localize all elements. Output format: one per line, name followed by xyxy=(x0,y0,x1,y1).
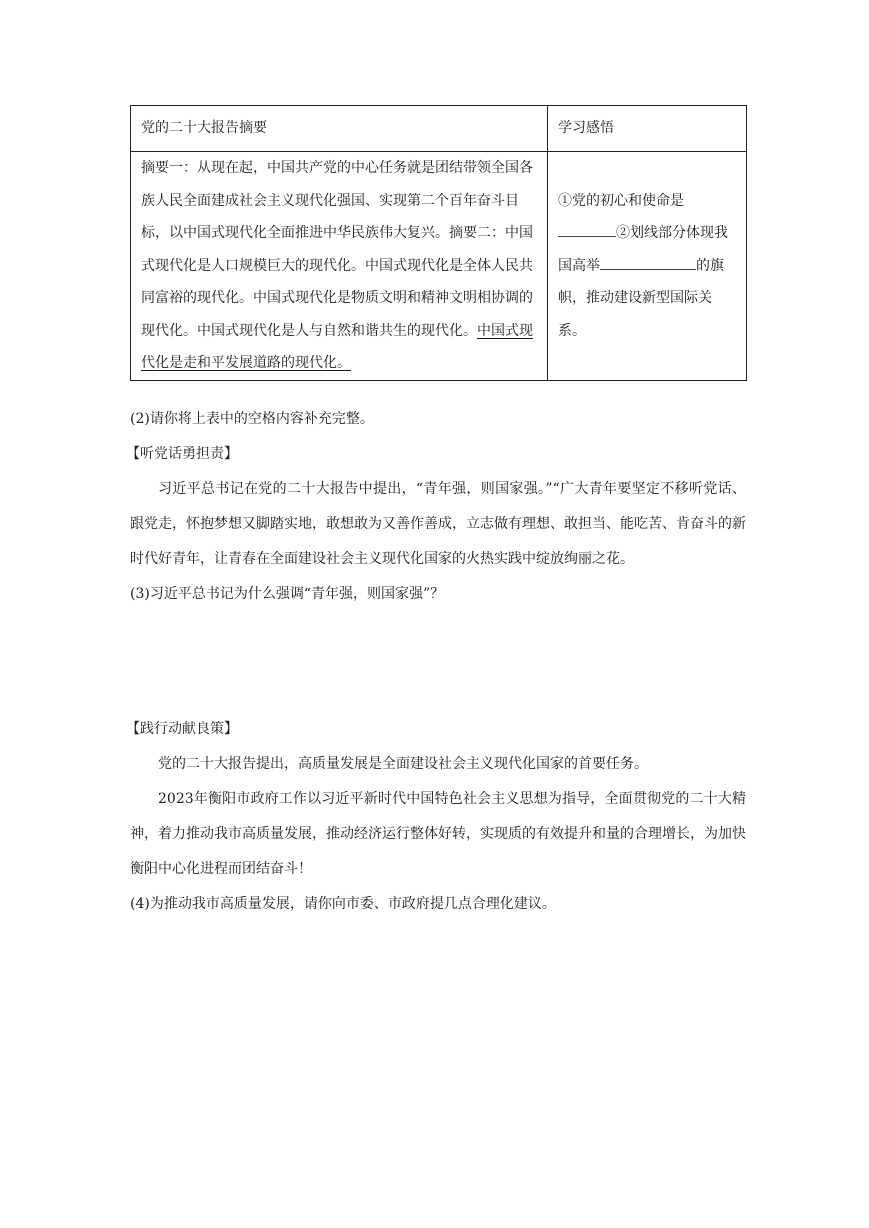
insight-cell xyxy=(548,152,747,381)
header-report-summary: 党的二十大报告摘要 xyxy=(131,106,548,152)
summary-cell xyxy=(131,152,548,381)
report-summary-table xyxy=(130,105,747,381)
table-header-row xyxy=(131,106,747,152)
section-1-paragraph: 习近平总书记在党的二十大报告中提出，“青年强，则国家强。”“广大青年要坚定不移听党话、跟党走，怀抱梦想又脚踏实地，敢想敢为又善作善成，立志做有理想、敢担当、能吃苦、肯奋斗的新时代好青年，让青春在全面建设社会主义现代化国家的火热实践中绽放绚丽之花。 xyxy=(130,481,746,567)
question-2-text: (2)请你将上表中的空格内容补充完整。 xyxy=(130,411,374,427)
section-2-title: 【践行动献良策】 xyxy=(126,721,238,737)
section-2-paragraph-1: 党的二十大报告提出，高质量发展是全面建设社会主义现代化国家的首要任务。 xyxy=(158,756,648,772)
question-4: (4)为推动我市高质量发展，请你向市委、市政府提几点合理化建议。 xyxy=(130,896,556,912)
fill-blank-1[interactable] xyxy=(558,220,616,237)
insight-text-3: 的旗帜，推动建设新型国际关系。 xyxy=(558,257,724,339)
insight-text-2: ②划线部分体现我国高举 xyxy=(558,225,728,274)
section-listen-party xyxy=(126,437,746,612)
question-3: (3)习近平总书记为什么强调“青年强，则国家强”？ xyxy=(130,586,445,602)
summary-text: 摘要一：从现在起，中国共产党的中心任务就是团结带领全国各族人民全面建成社会主义现代化强国、实现第二个百年奋斗目标，以中国式现代化全面推进中华民族伟大复兴。摘要二：中国式现代化是人口规模巨大的现代化。中国式现代化是全体人民共同富裕的现代化。中国式现代化是物质文明和精神文明相协调的现代化。中国式现代化是人与自然和谐共生的现代化。 xyxy=(141,160,533,339)
section-2-paragraph-2: 2023年衡阳市政府工作以习近平新时代中国特色社会主义思想为指导，全面贯彻党的二十大精神，着力推动我市高质量发展，推动经济运行整体好转，实现质的有效提升和量的合理增长，为加快衡阳中心化进程而团结奋斗！ xyxy=(130,791,746,877)
table-body-row xyxy=(131,152,747,381)
header-learning-insight: 学习感悟 xyxy=(548,106,747,152)
fill-blank-2[interactable] xyxy=(600,253,696,270)
summary-underlined-text: 中国式现代化是走和平发展道路的现代化。 xyxy=(141,322,533,371)
insight-text-1: ①党的初心和使命是 xyxy=(558,192,684,209)
section-action-advice xyxy=(126,712,746,922)
section-1-title: 【听党话勇担责】 xyxy=(126,446,238,462)
question-2 xyxy=(130,402,746,437)
